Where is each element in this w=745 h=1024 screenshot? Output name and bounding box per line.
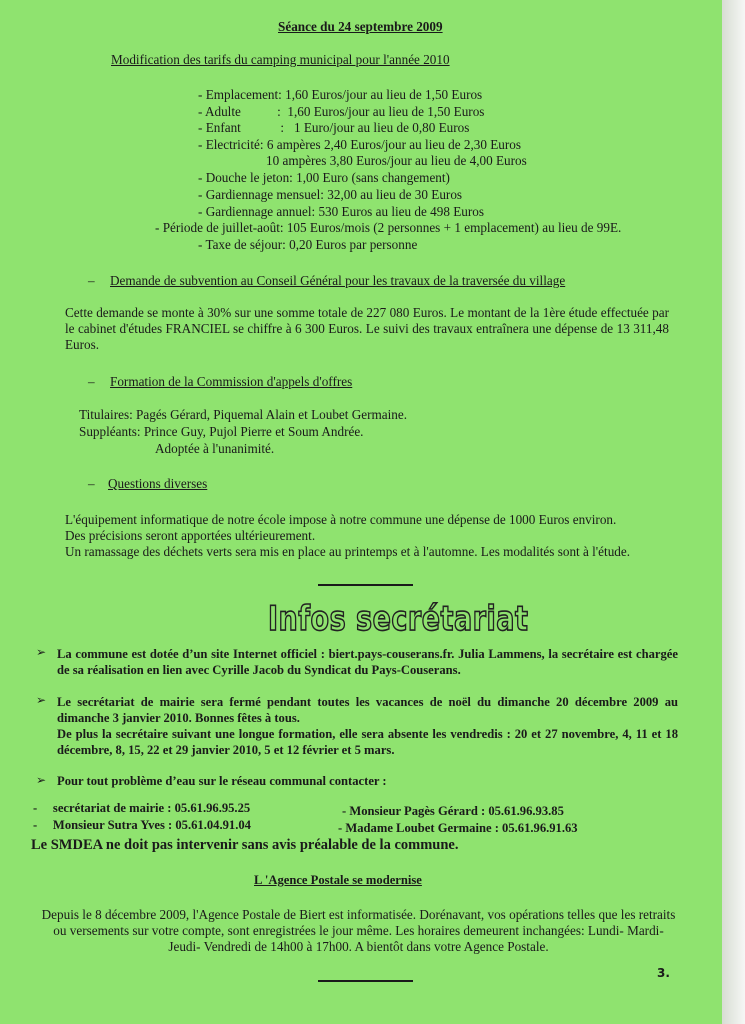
questions-heading: Questions diverses	[108, 476, 208, 491]
tarif-line: - Taxe de séjour: 0,20 Euros par personne	[198, 237, 418, 252]
section-dash: –	[88, 476, 95, 491]
subvention-text: Cette demande se monte à 30% sur une somme totale de 227 080 Euros. Le montant de la 1ère étude effectuée par le cabinet d'études FRANCIEL se chiffre à 6 300 Euros. Le suivi des travaux entraînera une dépense de 13 311,48 Euros.	[65, 305, 669, 352]
bullet-arrow-icon: ➢	[36, 693, 47, 707]
questions-text: Des précisions seront apportées ultérieurement.	[65, 528, 316, 543]
section-dash: –	[88, 273, 95, 288]
questions-text: Un ramassage des déchets verts sera mis en place au printemps et à l'automne. Les modalités sont à l'étude.	[65, 544, 631, 559]
tarif-line: - Période de juillet-août: 105 Euros/mois (2 personnes + 1 emplacement) au lieu de 99E.	[155, 220, 622, 235]
contact-pages: - Monsieur Pagès Gérard : 05.61.96.93.85	[342, 804, 564, 818]
subvention-heading: Demande de subvention au Conseil Général pour les travaux de la traversée du village	[110, 273, 566, 288]
contact-loubet: - Madame Loubet Germaine : 05.61.96.91.63	[338, 821, 578, 835]
suppleants-text: Suppléants: Prince Guy, Pujol Pierre et Soum Andrée.	[79, 424, 364, 439]
divider	[318, 584, 413, 586]
agence-heading: L 'Agence Postale se modernise	[254, 873, 422, 887]
smdea-notice: Le SMDEA ne doit pas intervenir sans avis préalable de la commune.	[31, 837, 459, 853]
tarif-line: - Adulte : 1,60 Euros/jour au lieu de 1,50 Euros	[198, 104, 485, 119]
infos-item-fermeture: Le secrétariat de mairie sera fermé pendant toutes les vacances de noël du dimanche 20 décembre 2009 au dimanche 3 janvier 2010. Bonnes fêtes à tous.	[57, 695, 678, 725]
infos-item-absence: De plus la secrétaire suivant une longue formation, elle sera absente les vendredis : 20 et 27 novembre, 4, 11 et 18 décembre, 8, 15, 22 et 29 janvier 2010, 5 et 12 février et 5 mars.	[57, 727, 678, 757]
tarif-line: - Gardiennage annuel: 530 Euros au lieu de 498 Euros	[198, 204, 485, 219]
infos-item-site: La commune est dotée d’un site Internet officiel : biert.pays-couserans.fr. Julia Lammens, la secrétaire est chargée de sa réalisation en lien avec Cyrille Jacob du Syndicat du Pays-Couserans.	[57, 647, 678, 677]
tarif-line: - Gardiennage mensuel: 32,00 au lieu de 30 Euros	[198, 187, 463, 202]
page-edge	[722, 0, 745, 1024]
contact-mairie: - secrétariat de mairie : 05.61.96.95.25	[33, 801, 251, 815]
titulaires-text: Titulaires: Pagés Gérard, Piquemal Alain et Loubet Germaine.	[79, 407, 408, 422]
divider	[318, 980, 413, 982]
infos-item-eau: Pour tout problème d’eau sur le réseau communal contacter :	[57, 774, 387, 788]
agence-text: Depuis le 8 décembre 2009, l'Agence Postale de Biert est informatisée. Dorénavant, vos opérations telles que les retraits ou versements sur votre compte, sont enregistrées le jour même. Les horaires demeurent inchangées: Lundi- Mardi- Jeudi- Vendredi de 14h00 à 17h00. A bientôt dans votre Agence Postale.	[41, 907, 676, 954]
tarif-line: - Emplacement: 1,60 Euros/jour au lieu de 1,50 Euros	[198, 87, 483, 102]
tarif-line: - Douche le jeton: 1,00 Euro (sans changement)	[198, 170, 450, 185]
tarif-line: - Enfant : 1 Euro/jour au lieu de 0,80 Euros	[198, 120, 470, 135]
seance-title: Séance du 24 septembre 2009	[278, 19, 443, 34]
contact-sutra: - Monsieur Sutra Yves : 05.61.04.91.04	[33, 818, 251, 832]
section-dash: –	[88, 374, 95, 389]
tarif-line: - Electricité: 6 ampères 2,40 Euros/jour au lieu de 2,30 Euros	[198, 137, 521, 152]
adoptee-text: Adoptée à l'unanimité.	[155, 441, 275, 456]
camping-heading: Modification des tarifs du camping municipal pour l'année 2010	[111, 52, 450, 67]
tarif-line: 10 ampères 3,80 Euros/jour au lieu de 4,00 Euros	[266, 153, 527, 168]
bullet-arrow-icon: ➢	[36, 645, 47, 659]
bullet-arrow-icon: ➢	[36, 773, 47, 787]
commission-heading: Formation de la Commission d'appels d'offres	[110, 374, 353, 389]
infos-title: Infos secrétariat	[268, 600, 529, 639]
questions-text: L'équipement informatique de notre école impose à notre commune une dépense de 1000 Euros environ.	[65, 512, 617, 527]
page-number: 3.	[657, 966, 670, 980]
